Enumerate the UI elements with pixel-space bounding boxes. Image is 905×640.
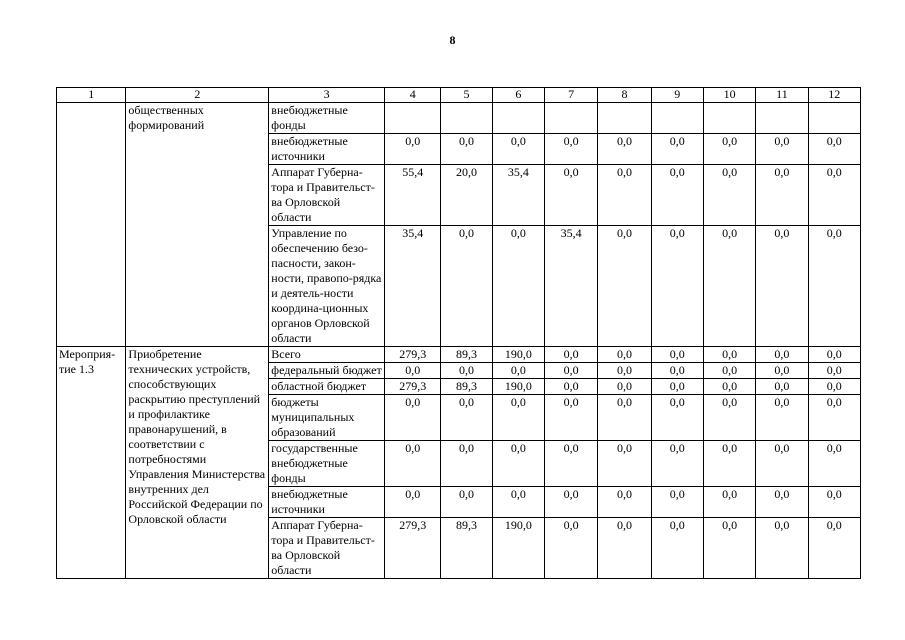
value-cell: 0,0 <box>756 518 808 579</box>
value-cell: 0,0 <box>598 134 651 165</box>
value-cell: 0,0 <box>756 441 808 487</box>
value-cell: 0,0 <box>544 518 597 579</box>
value-cell: 0,0 <box>492 441 544 487</box>
value-cell: 0,0 <box>441 363 492 379</box>
value-cell: 0,0 <box>492 395 544 441</box>
value-cell: 0,0 <box>598 487 651 518</box>
value-cell: 0,0 <box>651 441 703 487</box>
value-cell: 0,0 <box>544 395 597 441</box>
value-cell: 0,0 <box>756 165 808 226</box>
column-header: 12 <box>808 88 860 103</box>
value-cell: 0,0 <box>598 226 651 347</box>
value-cell: 0,0 <box>808 379 860 395</box>
value-cell: 0,0 <box>808 395 860 441</box>
value-cell: 0,0 <box>651 518 703 579</box>
value-cell: 0,0 <box>492 226 544 347</box>
value-cell: 0,0 <box>651 395 703 441</box>
value-cell: 0,0 <box>598 347 651 363</box>
funding-source-cell: Управление по обеспечению безо-пасности, закон-ности, правопо-рядка и деятель-ности координа-ционных органов Орловской области <box>269 226 385 347</box>
value-cell <box>441 103 492 134</box>
header-row <box>57 88 861 103</box>
funding-source-cell: внебюджетные источники <box>269 487 385 518</box>
value-cell: 35,4 <box>544 226 597 347</box>
value-cell: 0,0 <box>703 518 755 579</box>
value-cell: 0,0 <box>756 395 808 441</box>
value-cell: 0,0 <box>651 134 703 165</box>
value-cell: 55,4 <box>385 165 441 226</box>
value-cell: 0,0 <box>385 395 441 441</box>
value-cell: 0,0 <box>703 363 755 379</box>
column-header: 3 <box>269 88 385 103</box>
value-cell: 0,0 <box>651 165 703 226</box>
value-cell: 0,0 <box>492 134 544 165</box>
value-cell: 0,0 <box>808 441 860 487</box>
value-cell: 0,0 <box>808 363 860 379</box>
value-cell: 0,0 <box>703 134 755 165</box>
value-cell: 0,0 <box>598 441 651 487</box>
value-cell: 89,3 <box>441 518 492 579</box>
value-cell <box>756 103 808 134</box>
value-cell: 0,0 <box>756 379 808 395</box>
value-cell <box>492 103 544 134</box>
funding-source-cell: федеральный бюджет <box>269 363 385 379</box>
value-cell: 0,0 <box>441 441 492 487</box>
value-cell: 0,0 <box>651 487 703 518</box>
value-cell: 279,3 <box>385 347 441 363</box>
column-header: 6 <box>492 88 544 103</box>
value-cell: 0,0 <box>756 226 808 347</box>
value-cell: 0,0 <box>808 226 860 347</box>
value-cell: 0,0 <box>703 226 755 347</box>
value-cell: 0,0 <box>651 379 703 395</box>
value-cell: 0,0 <box>756 487 808 518</box>
funding-source-cell: Аппарат Губерна-тора и Правительст-ва Орловской области <box>269 165 385 226</box>
value-cell <box>385 103 441 134</box>
value-cell: 279,3 <box>385 518 441 579</box>
value-cell: 0,0 <box>385 134 441 165</box>
value-cell: 0,0 <box>703 441 755 487</box>
value-cell: 0,0 <box>756 347 808 363</box>
event-id-cell: Мероприя-тие 1.3 <box>57 347 126 579</box>
value-cell: 0,0 <box>756 363 808 379</box>
column-header: 8 <box>598 88 651 103</box>
value-cell: 0,0 <box>808 518 860 579</box>
column-header: 4 <box>385 88 441 103</box>
funding-source-cell: государственные внебюджетные фонды <box>269 441 385 487</box>
column-header: 5 <box>441 88 492 103</box>
table-row <box>57 347 861 363</box>
value-cell: 0,0 <box>703 165 755 226</box>
value-cell: 0,0 <box>544 487 597 518</box>
event-id-cell <box>57 103 126 347</box>
value-cell: 0,0 <box>598 518 651 579</box>
column-header: 11 <box>756 88 808 103</box>
value-cell <box>544 103 597 134</box>
page-number: 8 <box>449 33 456 47</box>
column-header: 2 <box>126 88 269 103</box>
value-cell: 0,0 <box>385 487 441 518</box>
value-cell: 0,0 <box>385 363 441 379</box>
budget-table <box>56 87 861 579</box>
column-header: 1 <box>57 88 126 103</box>
value-cell: 35,4 <box>492 165 544 226</box>
value-cell: 35,4 <box>385 226 441 347</box>
value-cell: 0,0 <box>544 347 597 363</box>
value-cell: 0,0 <box>703 379 755 395</box>
value-cell: 89,3 <box>441 347 492 363</box>
value-cell: 0,0 <box>544 379 597 395</box>
funding-source-cell: бюджеты муниципальных образований <box>269 395 385 441</box>
funding-source-cell: Аппарат Губерна-тора и Правительст-ва Орловской области <box>269 518 385 579</box>
event-name-cell: общественных формирований <box>126 103 269 347</box>
value-cell: 0,0 <box>598 395 651 441</box>
value-cell: 20,0 <box>441 165 492 226</box>
value-cell <box>808 103 860 134</box>
table-body <box>57 103 861 579</box>
value-cell: 0,0 <box>441 226 492 347</box>
value-cell: 0,0 <box>598 363 651 379</box>
value-cell: 0,0 <box>703 347 755 363</box>
value-cell: 0,0 <box>492 363 544 379</box>
value-cell: 0,0 <box>808 134 860 165</box>
value-cell: 190,0 <box>492 379 544 395</box>
value-cell <box>651 103 703 134</box>
column-header: 10 <box>703 88 755 103</box>
value-cell <box>598 103 651 134</box>
funding-source-cell: областной бюджет <box>269 379 385 395</box>
column-header: 9 <box>651 88 703 103</box>
value-cell <box>703 103 755 134</box>
value-cell: 0,0 <box>441 134 492 165</box>
value-cell: 0,0 <box>441 487 492 518</box>
event-name-cell: Приобретение технических устройств, способствующих раскрытию преступлений и профилактике правонарушений, в соответствии с потребностями Управления Министерства внутренних дел Российской Федерации по Орловской области <box>126 347 269 579</box>
value-cell: 0,0 <box>544 165 597 226</box>
table-row <box>57 103 861 134</box>
value-cell: 0,0 <box>598 165 651 226</box>
value-cell: 0,0 <box>544 441 597 487</box>
value-cell: 279,3 <box>385 379 441 395</box>
value-cell: 0,0 <box>808 487 860 518</box>
value-cell: 0,0 <box>808 165 860 226</box>
value-cell: 0,0 <box>598 379 651 395</box>
value-cell: 89,3 <box>441 379 492 395</box>
value-cell: 0,0 <box>756 134 808 165</box>
value-cell: 0,0 <box>808 347 860 363</box>
value-cell: 0,0 <box>441 395 492 441</box>
value-cell: 0,0 <box>544 134 597 165</box>
value-cell: 0,0 <box>651 226 703 347</box>
value-cell: 0,0 <box>385 441 441 487</box>
funding-source-cell: Всего <box>269 347 385 363</box>
funding-source-cell: внебюджетные фонды <box>269 103 385 134</box>
value-cell: 0,0 <box>651 347 703 363</box>
column-header: 7 <box>544 88 597 103</box>
value-cell: 0,0 <box>703 395 755 441</box>
value-cell: 0,0 <box>651 363 703 379</box>
value-cell: 0,0 <box>492 487 544 518</box>
value-cell: 0,0 <box>703 487 755 518</box>
value-cell: 190,0 <box>492 518 544 579</box>
funding-source-cell: внебюджетные источники <box>269 134 385 165</box>
value-cell: 0,0 <box>544 363 597 379</box>
value-cell: 190,0 <box>492 347 544 363</box>
